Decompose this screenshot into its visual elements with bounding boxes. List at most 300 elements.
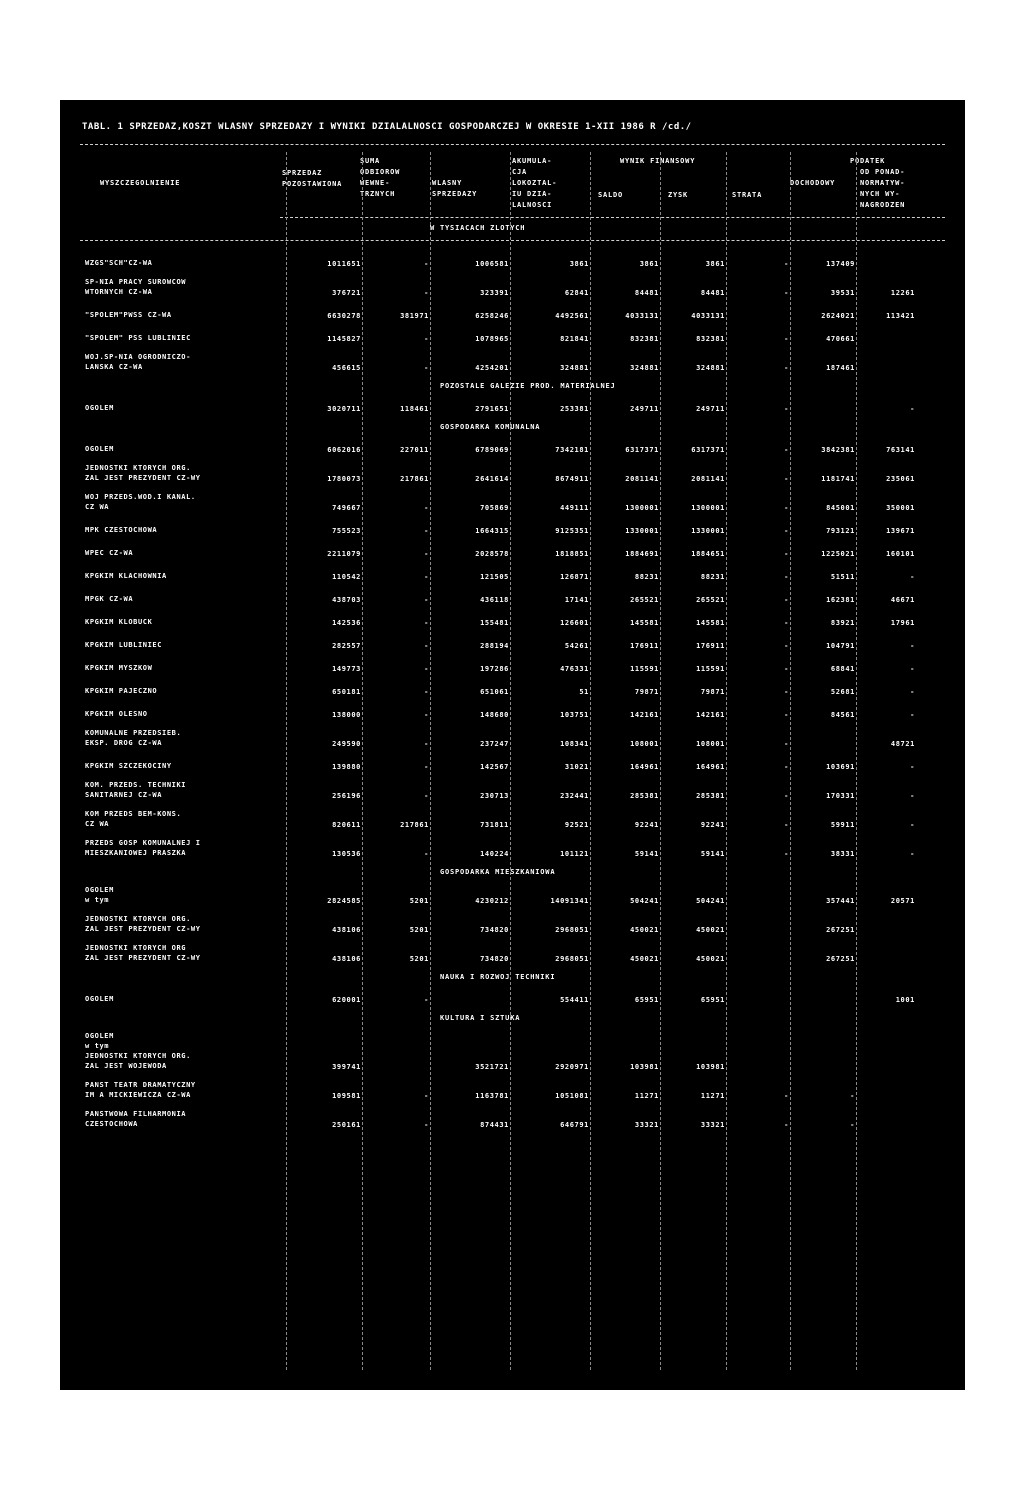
table-row [80,325,945,343]
cell-value: - [424,619,429,627]
cell-value: 4033131 [691,312,725,320]
cell-value: 793121 [826,527,855,535]
cell-value: 48721 [890,740,915,748]
table-row [80,632,945,650]
cell-value: 51 [579,688,589,696]
cell-value: 176911 [696,642,725,650]
cell-value: 113421 [886,312,915,320]
row-label: KPGKIM KLACHOWNIA [85,572,167,580]
table-row [80,701,945,719]
section-heading: NAUKA I ROZWOJ TECHNIKI [440,973,556,981]
cell-value: - [784,596,789,604]
cell-value: 265521 [696,596,725,604]
cell-value: 381971 [400,312,429,320]
cell-value: 230713 [480,792,509,800]
cell-value: 1078965 [475,335,509,343]
cell-value: 103981 [696,1063,725,1071]
cell-value: 6630278 [327,312,361,320]
cell-value: 5201 [409,955,429,963]
cell-value: 7342181 [555,446,589,454]
cell-value: 140224 [480,850,509,858]
cell-value: 705869 [480,504,509,512]
cell-value: 1145827 [327,335,361,343]
table-row [80,678,945,696]
cell-value: 3842381 [821,446,855,454]
row-label: OGOLEM w tym [85,886,114,904]
cell-value: 59141 [634,850,659,858]
cell-value: - [784,289,789,297]
cell-value: 12261 [890,289,915,297]
cell-value: 2968051 [555,955,589,963]
cell-value: 6258246 [475,312,509,320]
section-heading: KULTURA I SZTUKA [440,1014,521,1022]
cell-value: - [784,475,789,483]
cell-value: 4492561 [555,312,589,320]
cell-value: 554411 [560,996,589,1004]
row-label: WZGS"SCH"CZ-WA [85,259,153,267]
document-page [60,100,965,1390]
cell-value: 2920971 [555,1063,589,1071]
cell-value: - [910,665,915,673]
section-heading: GOSPODARKA MIESZKANIOWA [440,868,556,876]
cell-value: 8674911 [555,475,589,483]
cell-value: - [424,1092,429,1100]
cell-value: 115591 [630,665,659,673]
cell-value: 646791 [560,1121,589,1129]
cell-value: 84481 [634,289,659,297]
cell-value: - [850,1121,855,1129]
cell-value: - [424,504,429,512]
table-row [80,910,945,934]
cell-value: - [784,1121,789,1129]
row-label: JEDNOSTKI KTORYCH ORG. ZAL JEST PREZYDENT CZ-WY [85,915,201,933]
cell-value: 92241 [634,821,659,829]
cell-value: 845001 [826,504,855,512]
cell-value: 755523 [332,527,361,535]
cell-value: 31021 [564,763,589,771]
col-accum-header: AKUMULA- CJA LOKOZTAL- IU DZIA- LALNOSCI [512,157,558,209]
cell-value: 14091341 [550,897,589,905]
cell-value: 874431 [480,1121,509,1129]
col-strata-header: STRATA [732,191,763,199]
cell-value: - [784,642,789,650]
cell-value: 651061 [480,688,509,696]
cell-value: 456615 [332,364,361,372]
cell-value: 1181741 [821,475,855,483]
cell-value: 20571 [890,897,915,905]
cell-value: 1330001 [691,527,725,535]
cell-value: 650181 [332,688,361,696]
cell-value: 1163781 [475,1092,509,1100]
cell-value: 438106 [332,955,361,963]
cell-value: 249590 [332,740,361,748]
cell-value: - [784,335,789,343]
cell-value: 450021 [630,955,659,963]
cell-value: 620001 [332,996,361,1004]
col-sum-header: SUMA ODBIOROW WEWNE- TRZNYCH [360,157,401,198]
cell-value: - [784,573,789,581]
cell-value: 59911 [830,821,855,829]
cell-value: 217861 [400,821,429,829]
cell-value: 3861 [569,260,589,268]
cell-value: - [424,665,429,673]
cell-value: 17961 [890,619,915,627]
cell-value: 2824585 [327,897,361,905]
cell-value: 324881 [560,364,589,372]
cell-value: 734820 [480,926,509,934]
cell-value: 1884651 [691,550,725,558]
table-row [80,1027,945,1071]
cell-value: - [424,364,429,372]
cell-value: 1664315 [475,527,509,535]
cell-value: 2641614 [475,475,509,483]
row-label: MPGK CZ-WA [85,595,134,603]
cell-value: 17141 [564,596,589,604]
cell-value: 450021 [696,926,725,934]
col-fin-header: WYNIK FINANSOWY [620,157,696,165]
table-row [80,273,945,297]
cell-value: 103981 [630,1063,659,1071]
table-row [80,1076,945,1100]
cell-value: 11271 [700,1092,725,1100]
cell-value: - [910,573,915,581]
cell-value: 84481 [700,289,725,297]
cell-value: 731811 [480,821,509,829]
cell-value: - [784,688,789,696]
table-row [80,436,945,454]
section-heading: POZOSTALE GALEZIE PROD. MATERIALNEJ [440,382,616,390]
row-label: OGOLEM w tym JEDNOSTKI KTORYCH ORG. ZAL JEST WOJEWODA [85,1032,191,1070]
cell-value: 148680 [480,711,509,719]
cell-value: 9125351 [555,527,589,535]
cell-value: 142536 [332,619,361,627]
table-row [80,986,945,1004]
cell-value: 1300001 [625,504,659,512]
cell-value: 288194 [480,642,509,650]
row-label: KOM. PRZEDS. TECHNIKI SANITARNEJ CZ-WA [85,781,187,799]
col-zysk-header: ZYSK [668,191,689,199]
row-label: PANST TEATR DRAMATYCZNY IM A MICKIEWICZA CZ-WA [85,1081,196,1099]
cell-value: - [424,850,429,858]
table-row [80,655,945,673]
cell-value: 83921 [830,619,855,627]
cell-value: - [784,405,789,413]
cell-value: - [424,596,429,604]
cell-value: 323391 [480,289,509,297]
col-cost-header: WLASNY SPRZEDAZY [432,179,478,198]
table-row [80,488,945,512]
col-tax-wage-header: OD PONAD- NORMATYW- NYCH WY- NAGRODZEN [860,168,906,209]
table-row [80,250,945,268]
cell-value: 79871 [700,688,725,696]
cell-value: - [850,1092,855,1100]
row-label: OGOLEM [85,445,114,453]
cell-value: 84561 [830,711,855,719]
cell-value: - [784,792,789,800]
cell-value: 3861 [639,260,659,268]
table-row [80,1105,945,1129]
cell-value: 249711 [630,405,659,413]
rule [280,217,945,218]
cell-value: 92241 [700,821,725,829]
cell-value: 250161 [332,1121,361,1129]
cell-value: 235061 [886,475,915,483]
cell-value: 438703 [332,596,361,604]
cell-value: 4230212 [475,897,509,905]
cell-value: 162381 [826,596,855,604]
cell-value: 267251 [826,955,855,963]
cell-value: 1006581 [475,260,509,268]
cell-value: - [784,504,789,512]
cell-value: 2624021 [821,312,855,320]
cell-value: - [784,711,789,719]
row-label: "SPOLEM" PSS LUBLINIEC [85,334,191,342]
cell-value: 217861 [400,475,429,483]
rule [80,240,945,241]
cell-value: - [784,740,789,748]
section-heading: GOSPODARKA KOMUNALNA [440,423,541,431]
cell-value: 1051081 [555,1092,589,1100]
row-label: KPGKIM PAJECZNO [85,687,158,695]
cell-value: - [910,642,915,650]
cell-value: 65951 [634,996,659,1004]
row-label: KOMUNALNE PRZEDSIEB. EKSP. DROG CZ-WA [85,729,182,747]
cell-value: - [784,763,789,771]
cell-value: - [424,642,429,650]
cell-value: - [784,619,789,627]
cell-value: - [910,850,915,858]
cell-value: 470661 [826,335,855,343]
table-row [80,609,945,627]
table-row [80,776,945,800]
cell-value: 54261 [564,642,589,650]
col-sales-header: SPRZEDAZ POZOSTAWIONA [282,169,343,188]
cell-value: 164961 [630,763,659,771]
cell-value: 821841 [560,335,589,343]
cell-value: 121505 [480,573,509,581]
cell-value: 1330001 [625,527,659,535]
cell-value: 6317371 [691,446,725,454]
cell-value: 92521 [564,821,589,829]
cell-value: 39531 [830,289,855,297]
cell-value: 139671 [886,527,915,535]
row-label: KPGKIM MYSZKOW [85,664,153,672]
cell-value: 504241 [696,897,725,905]
table-row [80,563,945,581]
cell-value: 137409 [826,260,855,268]
cell-value: 104791 [826,642,855,650]
cell-value: 285381 [696,792,725,800]
table-row [80,302,945,320]
cell-value: - [784,260,789,268]
table-row [80,753,945,771]
cell-value: 749667 [332,504,361,512]
table-row [80,724,945,748]
cell-value: 438106 [332,926,361,934]
cell-value: 110542 [332,573,361,581]
cell-value: 450021 [696,955,725,963]
cell-value: 187461 [826,364,855,372]
cell-value: 139880 [332,763,361,771]
cell-value: 101121 [560,850,589,858]
cell-value: 5201 [409,897,429,905]
cell-value: 115591 [696,665,725,673]
row-label: "SPOLEM"PWSS CZ-WA [85,311,172,319]
table-row [80,834,945,858]
cell-value: 52681 [830,688,855,696]
cell-value: - [424,740,429,748]
cell-value: 1300001 [691,504,725,512]
cell-value: 237247 [480,740,509,748]
cell-value: 450021 [630,926,659,934]
cell-value: 51511 [830,573,855,581]
row-label: WPEC CZ-WA [85,549,134,557]
cell-value: - [424,335,429,343]
cell-value: - [424,711,429,719]
table-row [80,586,945,604]
row-label: KPGKIM LUBLINIEC [85,641,163,649]
cell-value: 170331 [826,792,855,800]
cell-value: - [910,688,915,696]
cell-value: 33321 [634,1121,659,1129]
cell-value: 126601 [560,619,589,627]
cell-value: 2211079 [327,550,361,558]
cell-value: 164961 [696,763,725,771]
cell-value: - [910,405,915,413]
cell-value: 282557 [332,642,361,650]
cell-value: 6789069 [475,446,509,454]
row-label: PANSTWOWA FILHARMONIA CZESTOCHOWA [85,1110,187,1128]
cell-value: 109581 [332,1092,361,1100]
cell-value: 436118 [480,596,509,604]
row-label: OGOLEM [85,404,114,412]
cell-value: 256196 [332,792,361,800]
cell-value: 476331 [560,665,589,673]
cell-value: 142161 [696,711,725,719]
cell-value: 1884691 [625,550,659,558]
cell-value: 2081141 [625,475,659,483]
cell-value: 46671 [890,596,915,604]
cell-value: 38331 [830,850,855,858]
cell-value: 376721 [332,289,361,297]
cell-value: 62841 [564,289,589,297]
cell-value: 3521721 [475,1063,509,1071]
table-body [80,250,945,1134]
row-label: KPGKIM KLOBUCK [85,618,153,626]
cell-value: - [424,289,429,297]
cell-value: 59141 [700,850,725,858]
cell-value: 149773 [332,665,361,673]
table-row [80,395,945,413]
table-row [80,348,945,372]
cell-value: 253381 [560,405,589,413]
col-saldo-header: SALDO [598,191,624,199]
cell-value: 155481 [480,619,509,627]
cell-value: 108341 [560,740,589,748]
cell-value: 1001 [895,996,915,1004]
row-label: JEDNOSTKI KTORYCH ORG. ZAL JEST PREZYDENT CZ-WY [85,464,201,482]
cell-value: 3861 [705,260,725,268]
cell-value: 4033131 [625,312,659,320]
cell-value: - [424,573,429,581]
cell-value: - [424,527,429,535]
cell-value: - [424,792,429,800]
cell-value: - [424,688,429,696]
cell-value: 3020711 [327,405,361,413]
cell-value: 108001 [696,740,725,748]
cell-value: - [424,550,429,558]
row-label: KPGKIM OLESNO [85,710,148,718]
cell-value: 88231 [700,573,725,581]
table-row [80,517,945,535]
cell-value: 1011651 [327,260,361,268]
cell-value: 160101 [886,550,915,558]
cell-value: 2968051 [555,926,589,934]
cell-value: 265521 [630,596,659,604]
cell-value: - [784,821,789,829]
table-row [80,459,945,483]
cell-value: - [424,260,429,268]
table-row [80,540,945,558]
cell-value: 504241 [630,897,659,905]
cell-value: 108001 [630,740,659,748]
cell-value: 324881 [696,364,725,372]
cell-value: - [910,711,915,719]
cell-value: 130536 [332,850,361,858]
cell-value: 145581 [696,619,725,627]
cell-value: 65951 [700,996,725,1004]
cell-value: 832381 [630,335,659,343]
cell-value: 227011 [400,446,429,454]
cell-value: 33321 [700,1121,725,1129]
row-label: KPGKIM SZCZEKOCINY [85,762,172,770]
col-tax-header: PODATEK [850,157,886,165]
cell-value: 1225021 [821,550,855,558]
cell-value: 176911 [630,642,659,650]
cell-value: 249711 [696,405,725,413]
cell-value: 145581 [630,619,659,627]
cell-value: - [910,763,915,771]
row-label: MPK CZESTOCHOWA [85,526,158,534]
cell-value: 118461 [400,405,429,413]
row-label: JEDNOSTKI KTORYCH ORG ZAL JEST PREZYDENT CZ-WY [85,944,201,962]
rule [80,144,945,145]
cell-value: - [424,1121,429,1129]
cell-value: - [910,821,915,829]
cell-value: 820611 [332,821,361,829]
cell-value: - [910,792,915,800]
cell-value: 6062016 [327,446,361,454]
cell-value: 6317371 [625,446,659,454]
cell-value: 11271 [634,1092,659,1100]
cell-value: 2028578 [475,550,509,558]
cell-value: 763141 [886,446,915,454]
cell-value: - [784,527,789,535]
cell-value: 734820 [480,955,509,963]
unit-label: W TYSIACACH ZLOTYCH [430,224,526,232]
cell-value: 350001 [886,504,915,512]
cell-value: 285381 [630,792,659,800]
cell-value: 232441 [560,792,589,800]
cell-value: 399741 [332,1063,361,1071]
cell-value: 142161 [630,711,659,719]
cell-value: 5201 [409,926,429,934]
row-label: PRZEDS GOSP KOMUNALNEJ I MIESZKANIOWEJ PRASZKA [85,839,201,857]
cell-value: 1780073 [327,475,361,483]
table-row [80,939,945,963]
cell-value: 88231 [634,573,659,581]
cell-value: 68841 [830,665,855,673]
